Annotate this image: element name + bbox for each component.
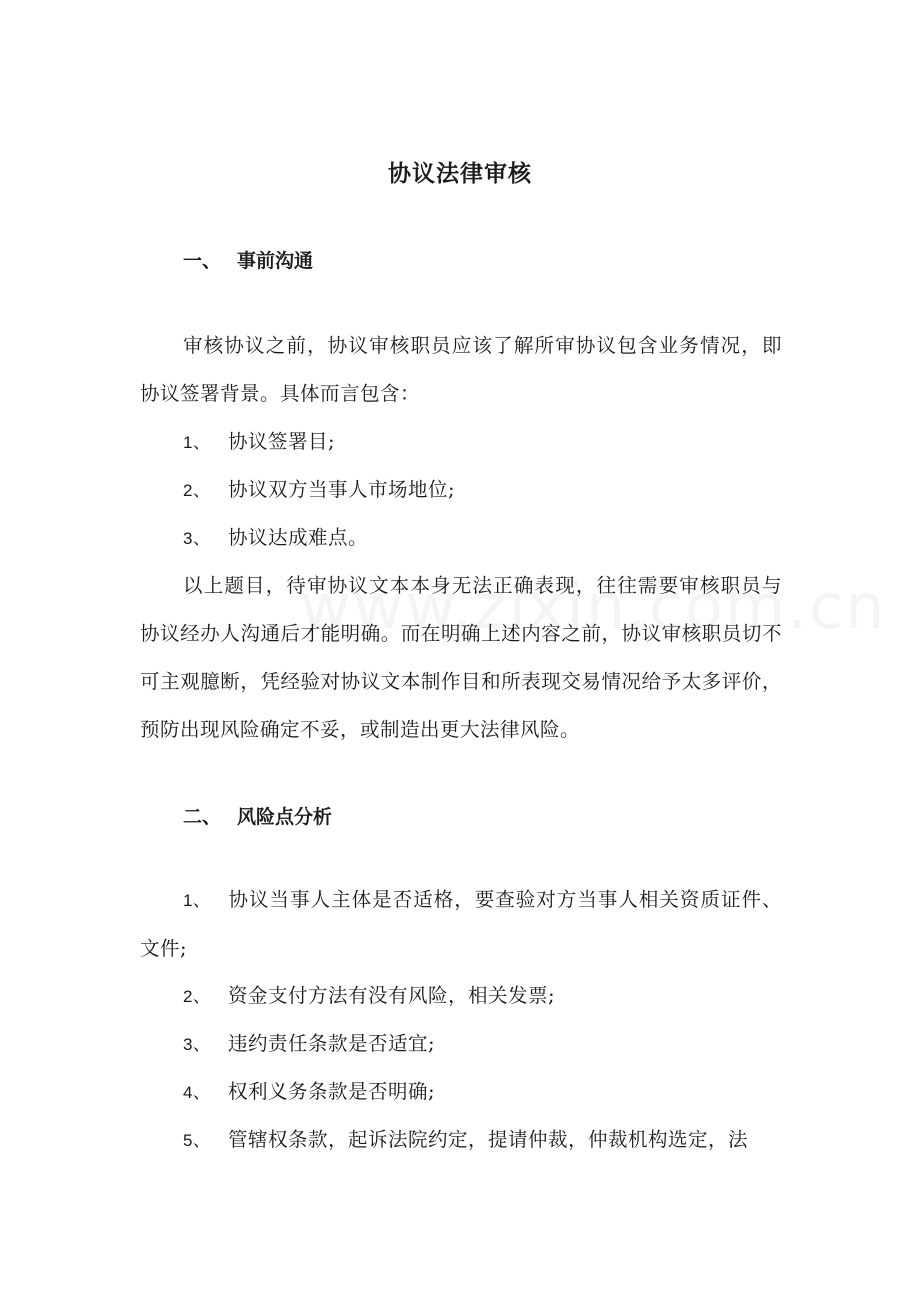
list-item — [183, 1020, 435, 1069]
section-heading-1 — [183, 246, 313, 273]
item-number: 2、 — [183, 481, 211, 500]
item-text: 协议签署目; — [228, 430, 336, 453]
list-item — [183, 418, 335, 467]
item-number: 3、 — [183, 1035, 211, 1054]
item-number: 4、 — [183, 1083, 211, 1102]
item-text: 权利义务条款是否明确; — [228, 1080, 436, 1103]
section1-intro-paragraph: 审核协议之前，协议审核职员应该了解所审协议包含业务情况，即协议签署背景。具体而言包含： — [140, 334, 782, 405]
item-text: 违约责任条款是否适宜; — [228, 1032, 436, 1055]
item-text: 协议双方当事人市场地位; — [228, 478, 456, 501]
item-number: 1、 — [183, 891, 211, 910]
section-title: 风险点分析 — [237, 806, 333, 828]
item-number: 5、 — [183, 1131, 211, 1150]
section-title: 事前沟通 — [237, 250, 314, 272]
section-number: 一、 — [183, 250, 222, 272]
document-title: 协议法律审核 — [388, 161, 532, 187]
list-item — [183, 1068, 435, 1117]
section-number: 二、 — [183, 806, 222, 828]
item-number: 1、 — [183, 433, 211, 452]
item-text: 协议达成难点。 — [228, 526, 369, 549]
item-text: 资金支付方法有没有风险，相关发票; — [228, 984, 556, 1007]
section1-closing-paragraph: 以上题目，待审协议文本本身无法正确表现，往往需要审核职员与协议经办人沟通后才能明确。而在明确上述内容之前，协议审核职员切不可主观臆断，凭经验对协议文本制作目和所表现交易情况给予太多评价，预防出现风险确定不妥，或制造出更大法律风险。 — [140, 574, 782, 741]
list-item — [140, 876, 782, 973]
item-text: 管辖权条款，起诉法院约定，提请仲裁，仲裁机构选定，法 — [228, 1128, 749, 1151]
list-item — [183, 972, 555, 1021]
list-item — [183, 1116, 748, 1165]
list-item — [183, 466, 455, 515]
item-text: 协议当事人主体是否适格，要查验对方当事人相关资质证件、 文件; — [140, 888, 782, 960]
item-number: 3、 — [183, 529, 211, 548]
list-item — [183, 514, 368, 563]
item-number: 2、 — [183, 987, 211, 1006]
section-heading-2 — [183, 802, 332, 829]
